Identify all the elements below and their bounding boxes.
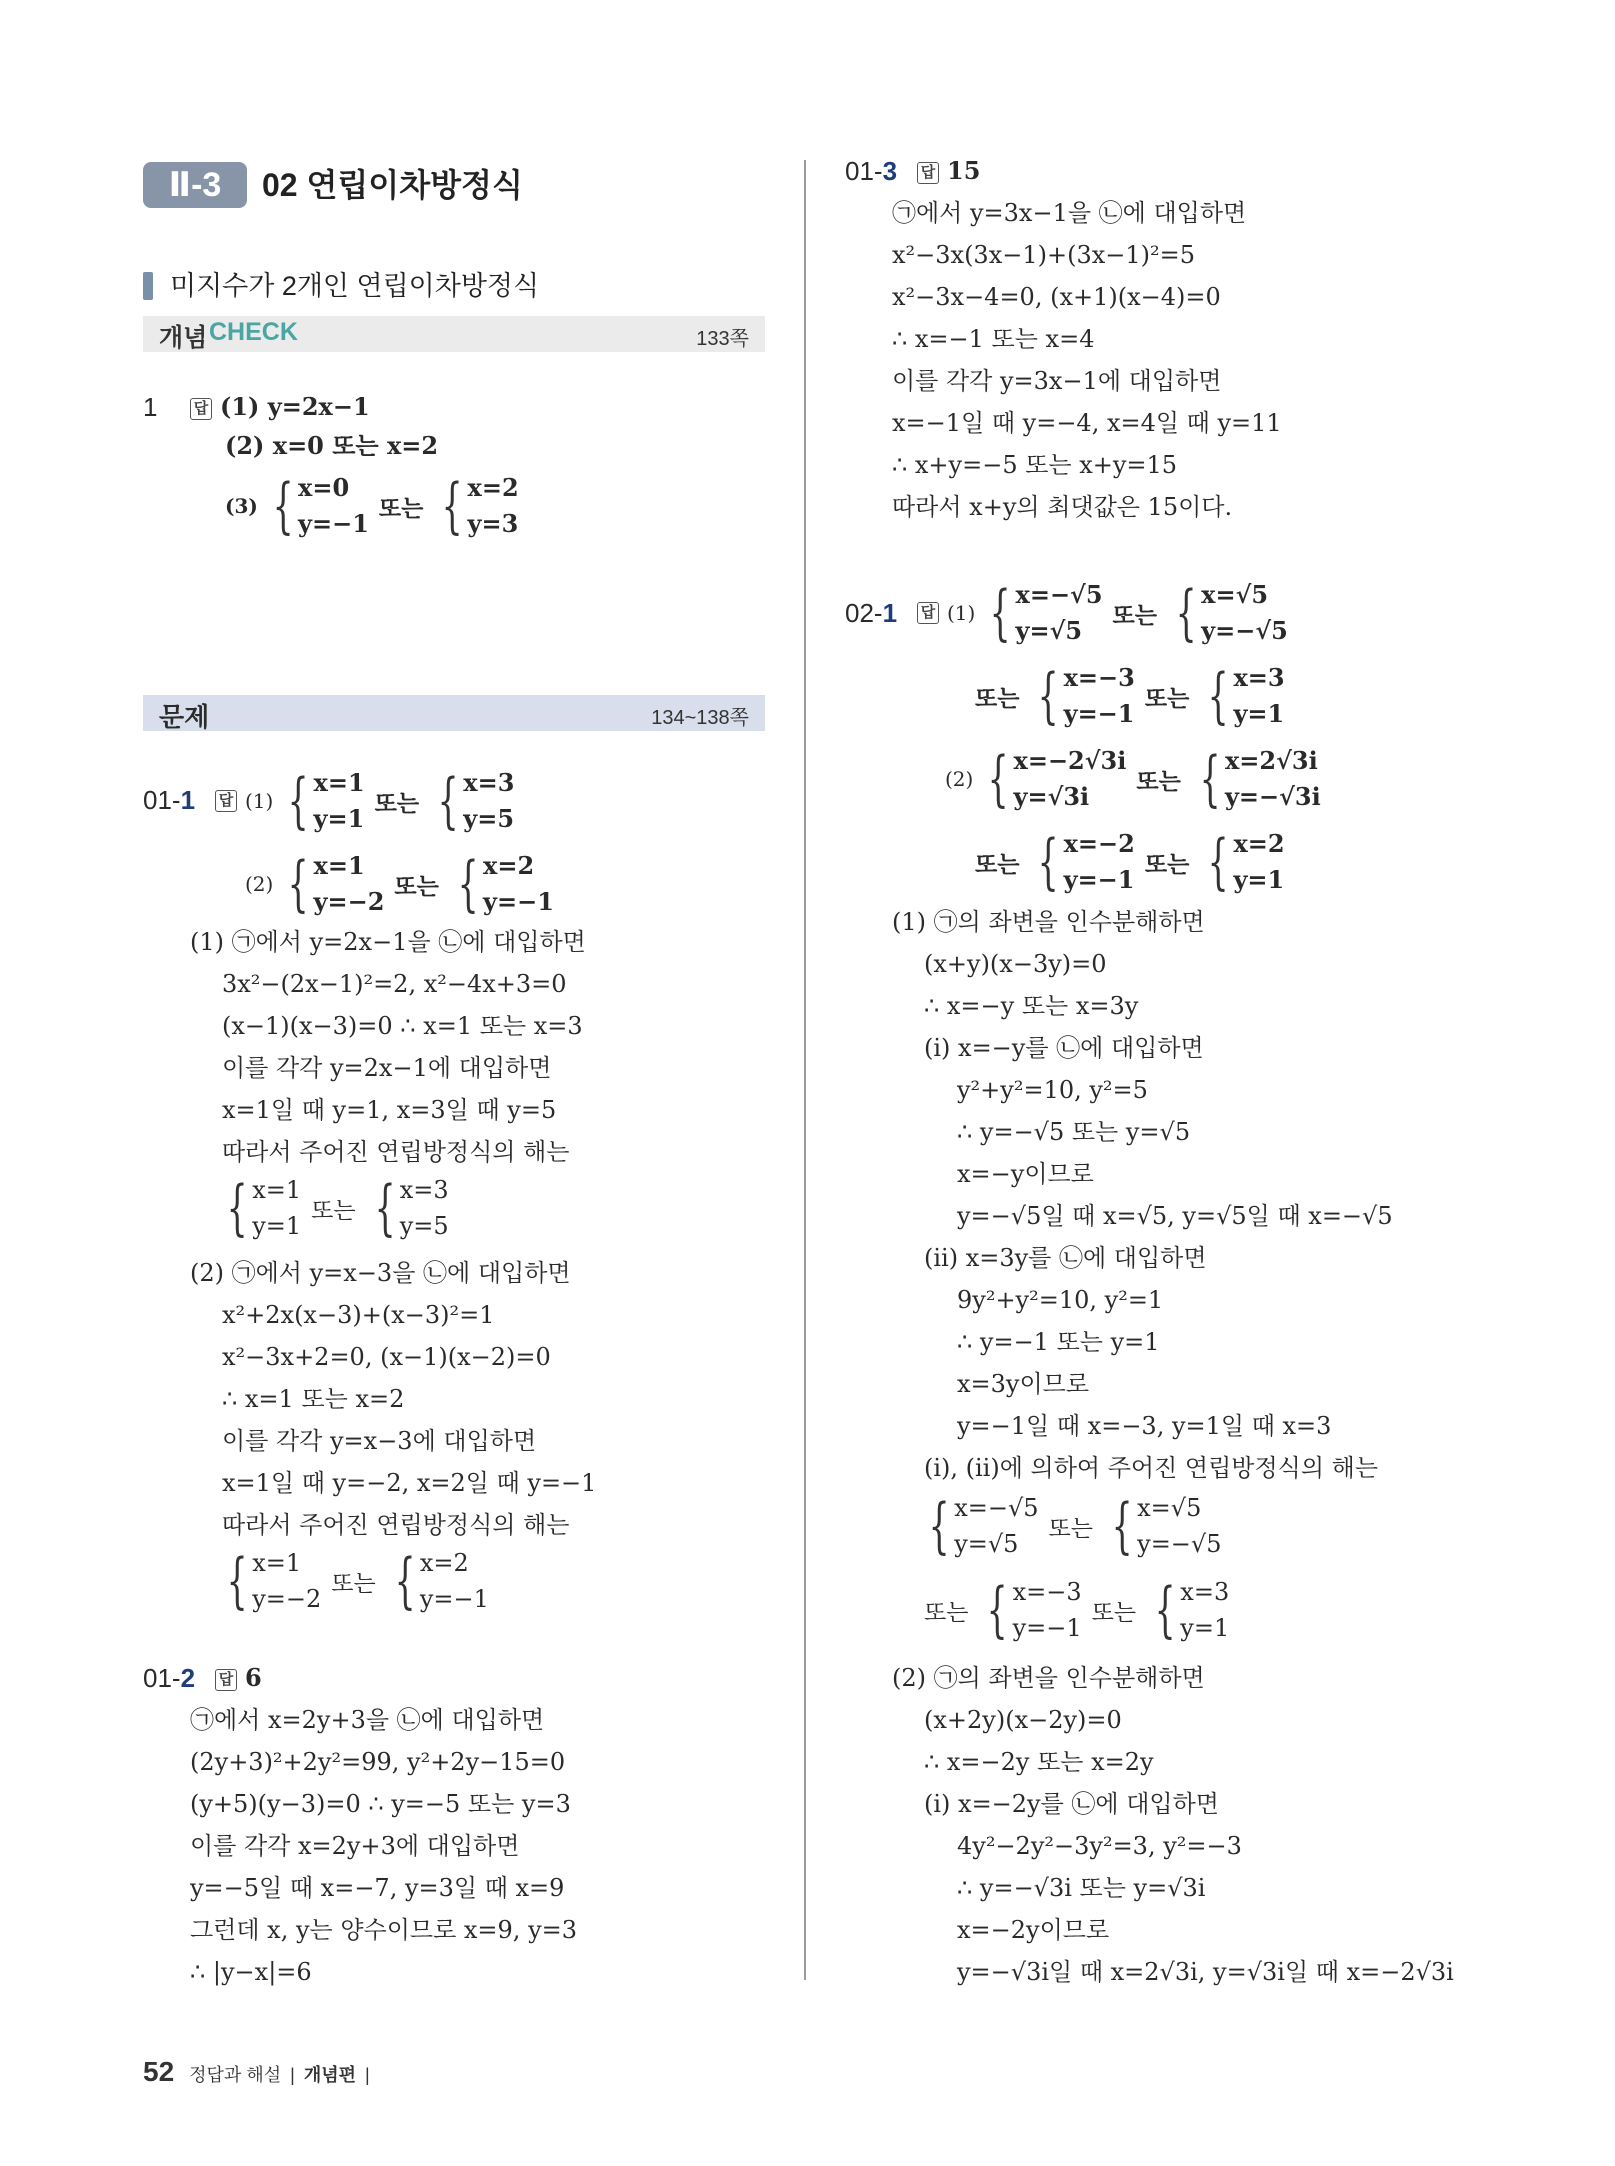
- section-marker-icon: [143, 272, 153, 300]
- chapter-title-text: 02 연립이차방정식: [262, 167, 523, 203]
- section-title: 미지수가 2개인 연립이차방정식: [170, 271, 540, 301]
- answer-mark-icon: 답: [917, 162, 939, 184]
- solution-line: (y+5)(y−3)=0 ∴ y=−5 또는 y=3: [190, 1790, 571, 1818]
- solution-line: y=−√3i일 때 x=2√3i, y=√3i일 때 x=−2√3i: [957, 1958, 1454, 1986]
- solution-line: (ⅱ) x=3y를 ㉡에 대입하면: [924, 1244, 1207, 1272]
- solution-line: 따라서 주어진 연립방정식의 해는: [222, 1511, 570, 1539]
- solution-system: { x=1 y=1 또는 { x=3 y=5: [226, 1173, 449, 1243]
- problem-bar: [143, 695, 765, 731]
- solution-line: (x+2y)(x−2y)=0: [924, 1706, 1122, 1734]
- answer-mark-icon: 답: [917, 602, 939, 624]
- solution-system: { x=1 y=−2 또는 { x=2 y=−1: [226, 1546, 489, 1616]
- problem-label: 문제: [159, 702, 210, 732]
- solution-line: 9y²+y²=10, y²=1: [957, 1286, 1164, 1314]
- solution-line: 3x²−(2x−1)²=2, x²−4x+3=0: [222, 970, 567, 998]
- solution-line: ∴ x=−y 또는 x=3y: [924, 992, 1139, 1020]
- solution-line: 이를 각각 y=3x−1에 대입하면: [892, 367, 1222, 395]
- solution-line: x²−3x(3x−1)+(3x−1)²=5: [892, 241, 1195, 269]
- solution-line: ∴ x=1 또는 x=2: [222, 1385, 405, 1413]
- solution-line: ㉠에서 x=2y+3을 ㉡에 대입하면: [190, 1706, 545, 1734]
- solution-line: ∴ x+y=−5 또는 x+y=15: [892, 451, 1178, 479]
- solution-line: (ⅰ) x=−y를 ㉡에 대입하면: [924, 1034, 1204, 1062]
- solution-line: y=−1일 때 x=−3, y=1일 때 x=3: [957, 1412, 1332, 1440]
- answer-mark-icon: 답: [215, 790, 237, 812]
- solution-line: (1) ㉠의 좌변을 인수분해하면: [892, 908, 1205, 936]
- solution-line: 그런데 x, y는 양수이므로 x=9, y=3: [190, 1916, 578, 1944]
- check-answer-1: 답 (1) y=2x−1: [190, 392, 370, 422]
- solution-line: (1) ㉠에서 y=2x−1을 ㉡에 대입하면: [190, 928, 586, 956]
- column-divider: [804, 160, 806, 1980]
- solution-line: 따라서 주어진 연립방정식의 해는: [222, 1138, 570, 1166]
- solution-line: (2) ㉠에서 y=x−3을 ㉡에 대입하면: [190, 1259, 571, 1287]
- concept-check-bar: [143, 316, 765, 352]
- unit-badge: Ⅱ-3: [143, 162, 247, 208]
- solution-line: x=−2y이므로: [957, 1916, 1110, 1944]
- solution-line: (2) ㉠의 좌변을 인수분해하면: [892, 1664, 1205, 1692]
- answer-02-1-part2: (2) { x=−2√3i y=√3i 또는 { x=2√3i y=−√3i: [945, 744, 1321, 814]
- answer-02-1-part2b: 또는 { x=−2 y=−1 또는 { x=2 y=1: [975, 827, 1285, 897]
- answer-01-2: 답 6: [215, 1663, 262, 1693]
- solution-line: y=−√5일 때 x=√5, y=√5일 때 x=−√5: [957, 1202, 1393, 1230]
- solution-line: (x−1)(x−3)=0 ∴ x=1 또는 x=3: [222, 1012, 583, 1040]
- solution-line: 따라서 x+y의 최댓값은 15이다.: [892, 493, 1233, 521]
- check-answer-2: (2) x=0 또는 x=2: [225, 431, 439, 460]
- footer-book-part: 개념편: [303, 2065, 357, 2085]
- solution-line: x²−3x−4=0, (x+1)(x−4)=0: [892, 283, 1221, 311]
- solution-line: ∴ x=−2y 또는 x=2y: [924, 1748, 1154, 1776]
- answer-01-3: 답 15: [917, 156, 980, 186]
- solution-line: (ⅰ) x=−2y를 ㉡에 대입하면: [924, 1790, 1219, 1818]
- chapter-title: [262, 162, 523, 208]
- answer-mark-icon: 답: [190, 398, 212, 420]
- answer-02-1-part1b: 또는 { x=−3 y=−1 또는 { x=3 y=1: [975, 661, 1285, 731]
- solution-line: ∴ y=−1 또는 y=1: [957, 1328, 1160, 1356]
- answer-01-1-part2: (2) { x=1 y=−2 또는 { x=2 y=−1: [245, 849, 554, 919]
- solution-line: (2y+3)²+2y²=99, y²+2y−15=0: [190, 1748, 566, 1776]
- problem-number-01-1: 01-1: [143, 785, 196, 815]
- problem-number-02-1: 02-1: [845, 598, 898, 628]
- page-footer: 52 정답과 해설 | 개념편 |: [143, 2056, 370, 2087]
- solution-line: x=1일 때 y=−2, x=2일 때 y=−1: [222, 1469, 597, 1497]
- solution-line: ∴ y=−√3i 또는 y=√3i: [957, 1874, 1206, 1902]
- solution-line: x=−1일 때 y=−4, x=4일 때 y=11: [892, 409, 1282, 437]
- problem-number-01-3: 01-3: [845, 156, 898, 186]
- solution-line: x²+2x(x−3)+(x−3)²=1: [222, 1301, 495, 1329]
- page-number: 52: [143, 2056, 175, 2087]
- solution-line: (ⅰ), (ⅱ)에 의하여 주어진 연립방정식의 해는: [924, 1454, 1379, 1482]
- concept-label: 개념: [159, 324, 208, 352]
- solution-line: 4y²−2y²−3y²=3, y²=−3: [957, 1832, 1242, 1860]
- answer-02-1-part1: 답 (1) { x=−√5 y=√5 또는 { x=√5 y=−√5: [917, 577, 1288, 649]
- solution-line: x=3y이므로: [957, 1370, 1090, 1398]
- answer-mark-icon: 답: [215, 1669, 237, 1691]
- check-label: CHECK: [209, 318, 298, 346]
- solution-line: 이를 각각 y=x−3에 대입하면: [222, 1427, 537, 1455]
- answer-01-1-part1: 답 (1) { x=1 y=1 또는 { x=3 y=5: [215, 765, 514, 837]
- problem-page: 134~138쪽: [651, 707, 749, 729]
- solution-line: y²+y²=10, y²=5: [957, 1076, 1148, 1104]
- solution-line: x²−3x+2=0, (x−1)(x−2)=0: [222, 1343, 551, 1371]
- solution-line: (x+y)(x−3y)=0: [924, 950, 1107, 978]
- solution-line: y=−5일 때 x=−7, y=3일 때 x=9: [190, 1874, 565, 1902]
- solution-line: 이를 각각 y=2x−1에 대입하면: [222, 1054, 552, 1082]
- solution-system: { x=−√5 y=√5 또는 { x=√5 y=−√5: [928, 1491, 1222, 1561]
- solution-line: ㉠에서 y=3x−1을 ㉡에 대입하면: [892, 199, 1247, 227]
- concept-page: 133쪽: [696, 328, 749, 350]
- solution-line: x=1일 때 y=1, x=3일 때 y=5: [222, 1096, 557, 1124]
- solution-line: 이를 각각 x=2y+3에 대입하면: [190, 1832, 520, 1860]
- footer-book-title: 정답과 해설: [189, 2065, 282, 2085]
- solution-line: ∴ |y−x|=6: [190, 1958, 312, 1986]
- solution-line: ∴ y=−√5 또는 y=√5: [957, 1118, 1191, 1146]
- problem-number-01-2: 01-2: [143, 1663, 196, 1693]
- solution-line: x=−y이므로: [957, 1160, 1094, 1188]
- check-number: 1: [143, 392, 158, 422]
- check-answer-3: (3) { x=0 y=−1 또는 { x=2 y=3: [225, 471, 519, 541]
- solution-line: ∴ x=−1 또는 x=4: [892, 325, 1095, 353]
- solution-system: 또는 { x=−3 y=−1 또는 { x=3 y=1: [924, 1575, 1230, 1645]
